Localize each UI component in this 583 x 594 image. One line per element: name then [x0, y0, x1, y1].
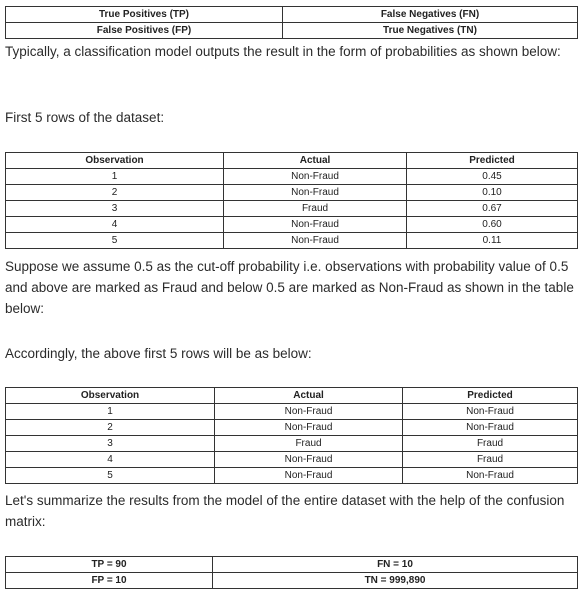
table-row: [6, 201, 578, 217]
table-cell: True Negatives (TN): [283, 23, 578, 39]
table-cell: Fraud: [215, 436, 403, 452]
table-cell: 5: [6, 468, 215, 484]
table-cell: Non-Fraud: [215, 468, 403, 484]
table-row: [6, 404, 578, 420]
table-row: [6, 573, 578, 589]
table-cell: Non-Fraud: [224, 217, 407, 233]
table-cell: 4: [6, 452, 215, 468]
table-cell: 3: [6, 201, 224, 217]
paragraph-summary: Let's summarize the results from the model of the entire dataset with the help of the confusion matrix:: [5, 493, 565, 529]
table-cell: 2: [6, 420, 215, 436]
paragraph-first-rows: First 5 rows of the dataset:: [5, 110, 165, 125]
table-cell: Non-Fraud: [215, 452, 403, 468]
table-cell: 0.11: [407, 233, 578, 249]
table-header-row: [6, 153, 578, 169]
table-row: [6, 233, 578, 249]
table-cell: 0.45: [407, 169, 578, 185]
table-cell: 0.10: [407, 185, 578, 201]
table-cell: Non-Fraud: [403, 404, 578, 420]
table-row: [6, 420, 578, 436]
classified-table: [5, 387, 578, 484]
table-cell: 3: [6, 436, 215, 452]
table-row: [6, 436, 578, 452]
table-row: [6, 185, 578, 201]
table-row: [6, 169, 578, 185]
table-cell: FP = 10: [6, 573, 213, 589]
table-cell: Non-Fraud: [224, 185, 407, 201]
table-cell: 1: [6, 169, 224, 185]
table-cell: Non-Fraud: [224, 233, 407, 249]
table-cell: 5: [6, 233, 224, 249]
table-cell: 1: [6, 404, 215, 420]
table-cell: Fraud: [403, 436, 578, 452]
table-cell: Non-Fraud: [215, 404, 403, 420]
table-cell: Fraud: [224, 201, 407, 217]
confusion-matrix-values: [5, 556, 578, 589]
table-cell: Non-Fraud: [224, 169, 407, 185]
table-cell: FN = 10: [213, 557, 578, 573]
table-cell: Non-Fraud: [403, 468, 578, 484]
column-header: Actual: [215, 388, 403, 404]
column-header: Observation: [6, 153, 224, 169]
table-cell: 0.67: [407, 201, 578, 217]
table-cell: 0.60: [407, 217, 578, 233]
table-row: [6, 557, 578, 573]
table-row: [6, 452, 578, 468]
table-cell: 4: [6, 217, 224, 233]
column-header: Predicted: [403, 388, 578, 404]
table-cell: True Positives (TP): [6, 7, 283, 23]
table-header-row: [6, 388, 578, 404]
table-cell: 2: [6, 185, 224, 201]
table-cell: TN = 999,890: [213, 573, 578, 589]
table-row: [6, 7, 578, 23]
paragraph-intro: Typically, a classification model outputs the result in the form of probabilities as shown below:: [5, 44, 561, 59]
probability-table: [5, 152, 578, 249]
table-cell: Non-Fraud: [403, 420, 578, 436]
paragraph-cutoff: Suppose we assume 0.5 as the cut-off probability i.e. observations with probability value of 0.5 and above are marked as Fraud and below 0.5 are marked as Non-Fraud as shown in the table below:: [5, 259, 574, 316]
table-row: [6, 217, 578, 233]
table-cell: Non-Fraud: [215, 420, 403, 436]
table-row: [6, 468, 578, 484]
column-header: Predicted: [407, 153, 578, 169]
table-row: [6, 23, 578, 39]
column-header: Observation: [6, 388, 215, 404]
table-cell: False Positives (FP): [6, 23, 283, 39]
paragraph-accordingly: Accordingly, the above first 5 rows will be as below:: [5, 346, 312, 361]
table-cell: False Negatives (FN): [283, 7, 578, 23]
table-cell: Fraud: [403, 452, 578, 468]
column-header: Actual: [224, 153, 407, 169]
confusion-matrix-labels: [5, 6, 578, 39]
table-cell: TP = 90: [6, 557, 213, 573]
